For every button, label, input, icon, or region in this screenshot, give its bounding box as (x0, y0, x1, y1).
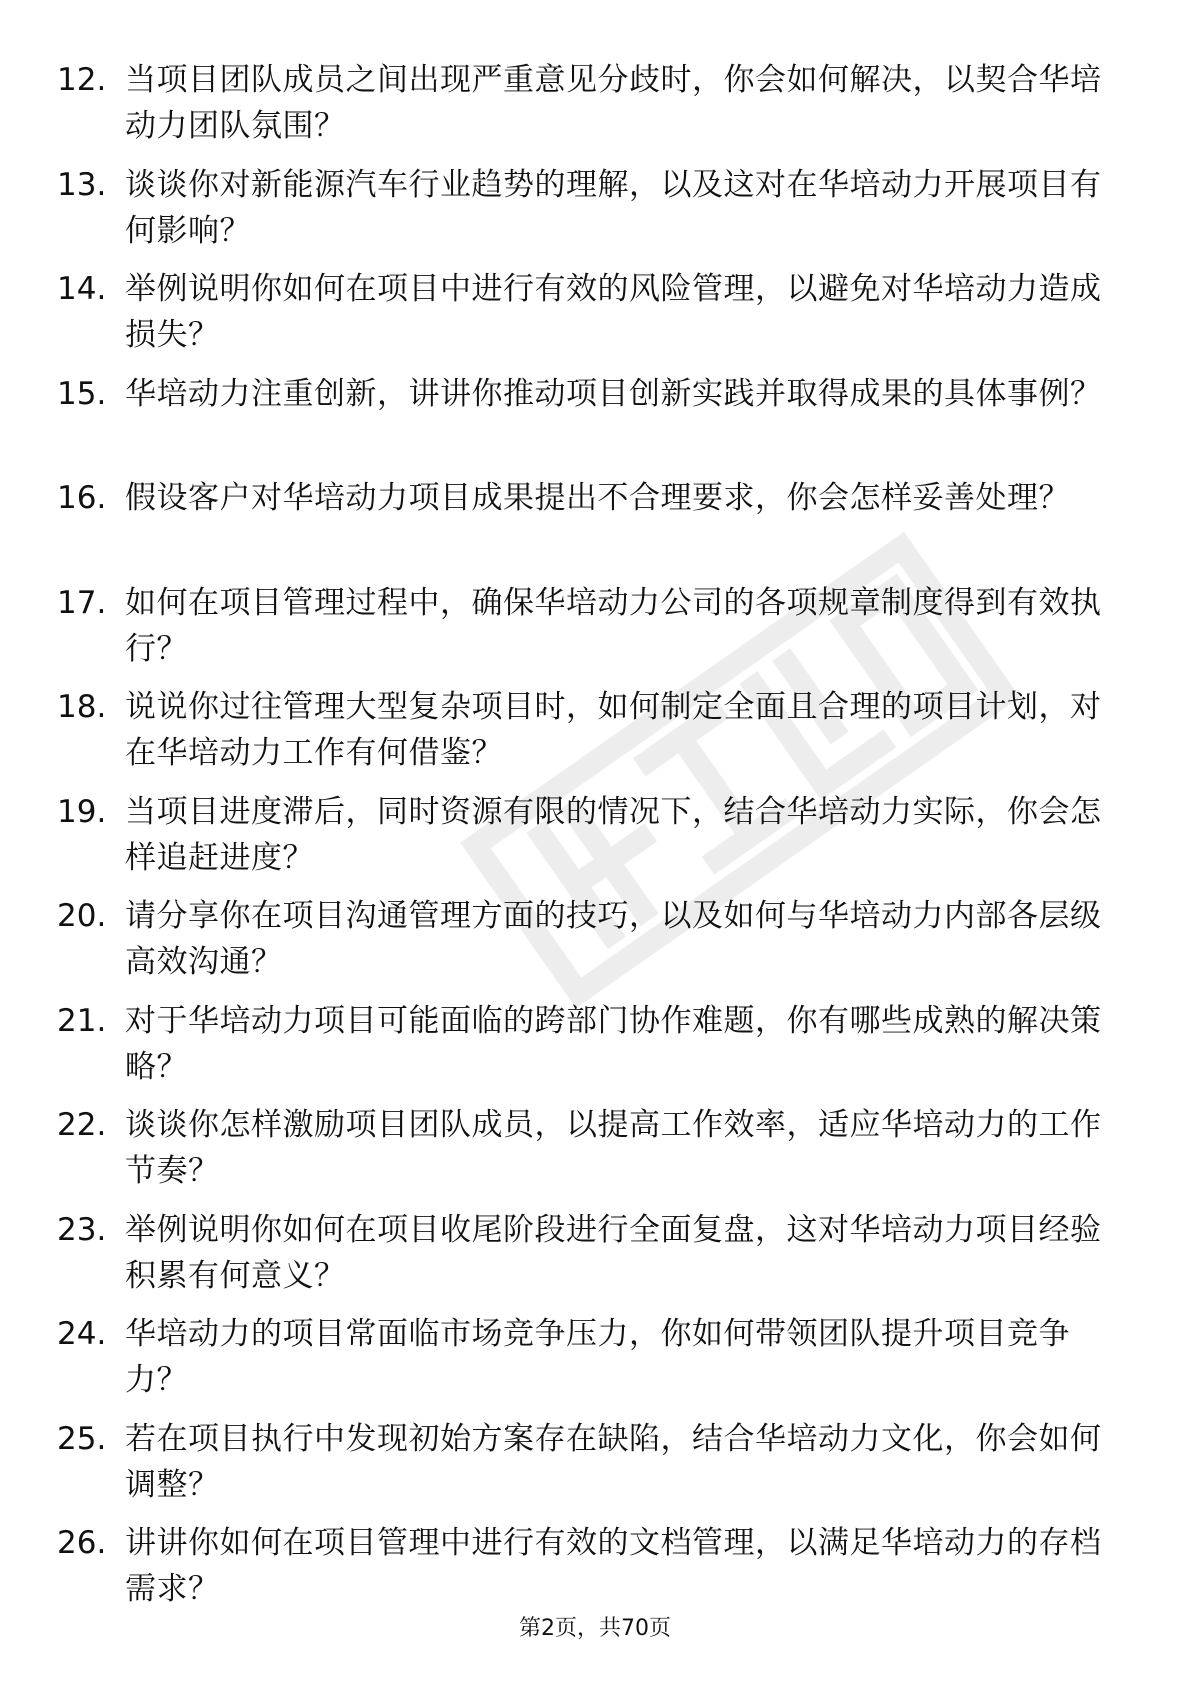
page-footer (0, 1614, 1190, 1644)
question-number: 20. (57, 898, 107, 934)
question-item (57, 1311, 1127, 1416)
question-item (57, 1416, 1127, 1521)
question-item (57, 1520, 1127, 1625)
question-text: 谈谈你怎样激励项目团队成员，以提高工作效率，适应华培动力的工作节奏？ (125, 1107, 1102, 1189)
question-text: 当项目进度滞后，同时资源有限的情况下，结合华培动力实际，你会怎样追赶进度？ (125, 793, 1102, 876)
question-item (57, 580, 1127, 685)
question-number: 25. (57, 1420, 107, 1457)
question-text: 对于华培动力项目可能面临的跨部门协作难题，你有哪些成熟的解决策略？ (125, 1002, 1102, 1085)
question-text: 当项目团队成员之间出现严重意见分歧时，你会如何解决，以契合华培动力团队氛围？ (125, 62, 1102, 144)
question-number: 21. (57, 1002, 107, 1039)
question-item (57, 475, 1127, 580)
page-number-label: 第2页，共70页 (519, 1616, 671, 1641)
question-text: 谈谈你对新能源汽车行业趋势的理解，以及这对在华培动力开展项目有何影响？ (125, 166, 1102, 249)
question-number: 23. (57, 1211, 107, 1248)
question-item (57, 1102, 1127, 1207)
question-number: 15. (57, 375, 107, 412)
question-text: 举例说明你如何在项目收尾阶段进行全面复盘，这对华培动力项目经验积累有何意义？ (125, 1211, 1102, 1294)
question-number: 16. (57, 480, 107, 516)
question-item (57, 684, 1127, 789)
question-number: 12. (57, 62, 107, 98)
question-text: 举例说明你如何在项目中进行有效的风险管理，以避免对华培动力造成损失？ (125, 271, 1102, 353)
question-text: 假设客户对华培动力项目成果提出不合理要求，你会怎样妥善处理？ (125, 480, 1070, 516)
question-text: 请分享你在项目沟通管理方面的技巧，以及如何与华培动力内部各层级高效沟通？ (125, 898, 1102, 980)
question-item (57, 162, 1127, 267)
question-text: 若在项目执行中发现初始方案存在缺陷，结合华培动力文化，你会如何调整？ (125, 1420, 1102, 1503)
question-item (57, 1207, 1127, 1312)
question-number: 24. (57, 1316, 107, 1352)
question-number: 22. (57, 1107, 107, 1143)
question-number: 18. (57, 689, 107, 725)
question-number: 14. (57, 271, 107, 307)
question-text: 华培动力的项目常面临市场竞争压力，你如何带领团队提升项目竞争力？ (125, 1316, 1070, 1398)
question-number: 13. (57, 166, 107, 203)
question-list (57, 57, 1127, 1625)
question-item (57, 371, 1127, 476)
question-item (57, 789, 1127, 894)
question-number: 17. (57, 584, 107, 621)
question-text: 华培动力注重创新，讲讲你推动项目创新实践并取得成果的具体事例？ (125, 375, 1102, 412)
question-number: 19. (57, 793, 107, 830)
question-item (57, 998, 1127, 1103)
question-text: 如何在项目管理过程中，确保华培动力公司的各项规章制度得到有效执行？ (125, 584, 1102, 667)
question-item (57, 893, 1127, 998)
question-text: 说说你过往管理大型复杂项目时，如何制定全面且合理的项目计划，对在华培动力工作有何借鉴？ (125, 689, 1102, 771)
question-item (57, 57, 1127, 162)
question-item (57, 266, 1127, 371)
question-number: 26. (57, 1525, 107, 1561)
question-text: 讲讲你如何在项目管理中进行有效的文档管理，以满足华培动力的存档需求？ (125, 1525, 1102, 1607)
